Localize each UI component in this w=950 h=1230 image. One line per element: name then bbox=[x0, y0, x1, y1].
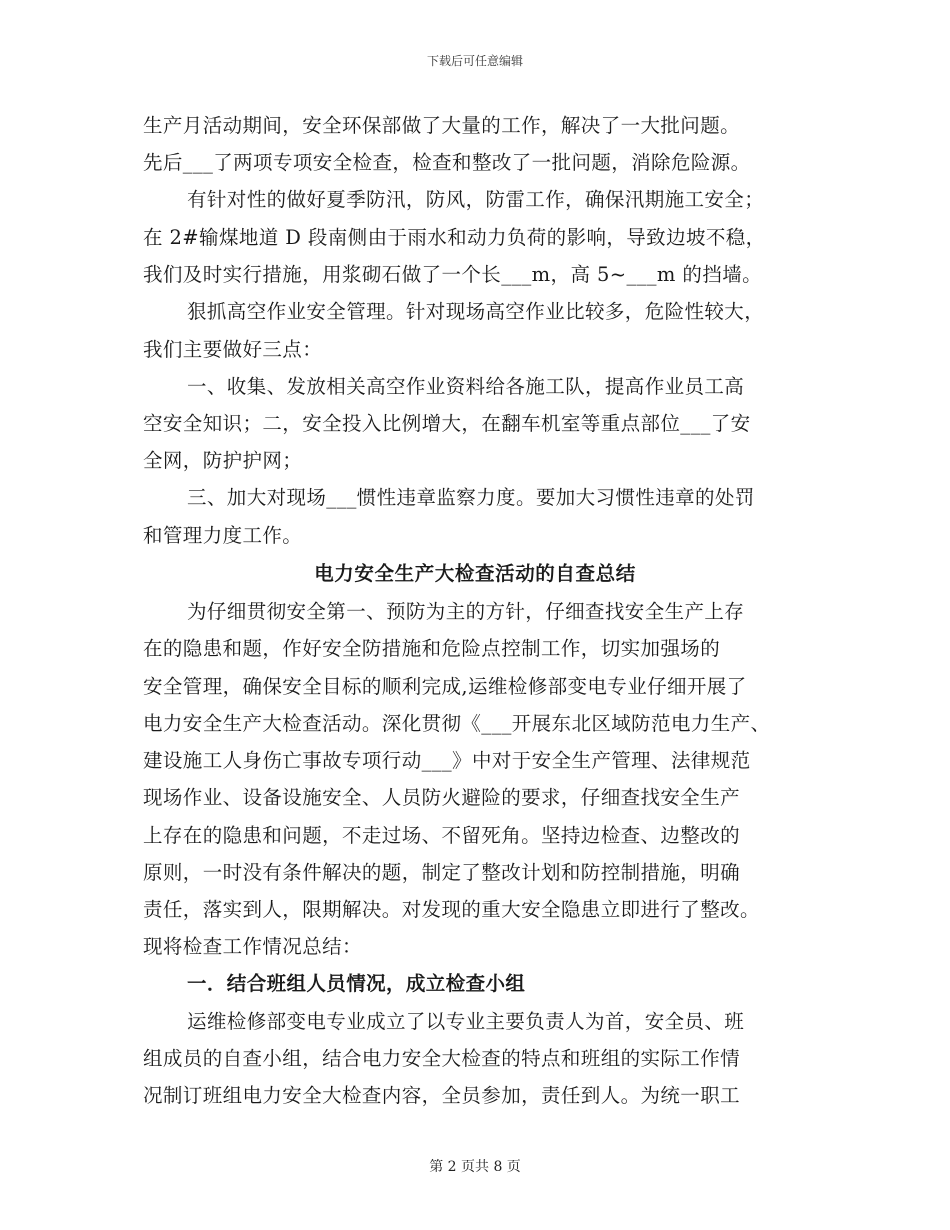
paragraph-line: 有针对性的做好夏季防汛，防风，防雷工作，确保汛期施工安全； bbox=[187, 188, 765, 211]
paragraph-line: 先后___了两项专项安全检查，检查和整改了一批问题，消除危险源。 bbox=[143, 151, 751, 174]
paragraph-line: 安全管理，确保安全目标的顺利完成,运维检修部变电专业仔细开展了 bbox=[143, 675, 747, 698]
paragraph-line: 狠抓高空作业安全管理。针对现场高空作业比较多，危险性较大， bbox=[187, 300, 765, 323]
paragraph-line: 运维检修部变电专业成立了以专业主要负责人为首，安全员、班 bbox=[187, 1010, 745, 1033]
paragraph-line: 为仔细贯彻安全第一、预防为主的方针，仔细查找安全生产上存 bbox=[187, 600, 745, 623]
paragraph-line: 现将检查工作情况总结： bbox=[143, 935, 362, 958]
paragraph-line: 空安全知识；二，安全投入比例增大，在翻车机室等重点部位___了安 bbox=[143, 412, 751, 435]
section-title: 电力安全生产大检查活动的自查总结 bbox=[314, 562, 636, 585]
paragraph-line: 组成员的自查小组，结合电力安全大检查的特点和班组的实际工作情 bbox=[143, 1047, 741, 1070]
paragraph-line: 和管理力度工作。 bbox=[143, 524, 303, 547]
paragraph-line: 生产月活动期间，安全环保部做了大量的工作，解决了一大批问题。 bbox=[143, 114, 741, 137]
paragraph-line: 在的隐患和题，作好安全防措施和危险点控制工作，切实加强场的 bbox=[143, 637, 721, 660]
paragraph-line: 上存在的隐患和问题，不走过场、不留死角。坚持边检查、边整改的 bbox=[143, 824, 741, 847]
paragraph-line: 责任，落实到人，限期解决。对发现的重大安全隐患立即进行了整改。 bbox=[143, 898, 760, 921]
paragraph-line: 我们主要做好三点： bbox=[143, 338, 323, 361]
paragraph-line: 我们及时实行措施，用浆砌石做了一个长___m，高 5~___m 的挡墙。 bbox=[143, 263, 763, 286]
paragraph-line: 全网，防护护网； bbox=[143, 449, 303, 472]
paragraph-line: 在 2#输煤地道 D 段南侧由于雨水和动力负荷的影响，导致边坡不稳， bbox=[143, 226, 766, 249]
paragraph-line: 现场作业、设备设施安全、人员防火避险的要求，仔细查找安全生产 bbox=[143, 786, 741, 809]
page-footer: 第 2 页共 8 页 bbox=[429, 1159, 521, 1175]
paragraph-line: 电力安全生产大检查活动。深化贯彻《___开展东北区域防范电力生产、 bbox=[143, 712, 771, 735]
paragraph-line: 况制订班组电力安全大检查内容，全员参加，责任到人。为统一职工 bbox=[143, 1084, 741, 1107]
paragraph-line: 建设施工人身伤亡事故专项行动___》中对于安全生产管理、法律规范 bbox=[143, 749, 751, 772]
paragraph-line: 原则，一时没有条件解决的题，制定了整改计划和防控制措施，明确 bbox=[143, 861, 741, 884]
page-header: 下载后可任意编辑 bbox=[426, 54, 523, 68]
paragraph-line: 一、收集、发放相关高空作业资料给各施工队，提高作业员工高 bbox=[187, 375, 745, 398]
paragraph-line: 三、加大对现场___惯性违章监察力度。要加大习惯性违章的处罚 bbox=[187, 486, 755, 509]
subheading: 一．结合班组人员情况，成立检查小组 bbox=[187, 972, 526, 995]
